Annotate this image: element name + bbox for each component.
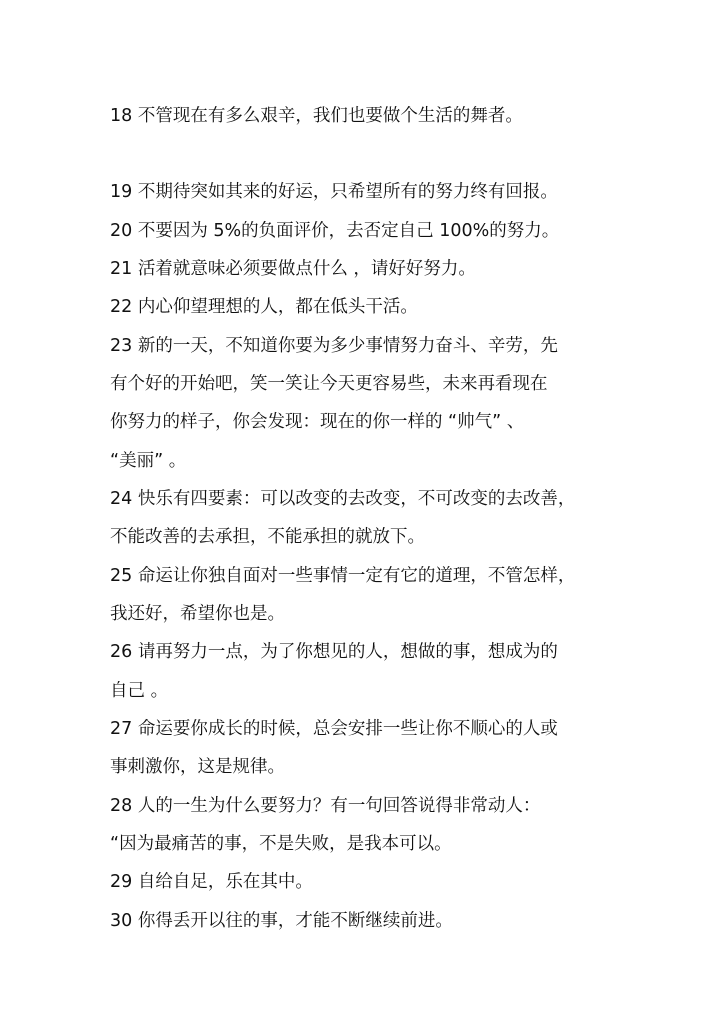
text-line-19: 19 不期待突如其来的好运，只希望所有的努力终有回报。 xyxy=(110,182,558,202)
text-line-26a: 26 请再努力一点，为了你想见的人，想做的事，想成为的 xyxy=(110,642,558,662)
text-line-25a: 25 命运让你独自面对一些事情一定有它的道理，不管怎样， xyxy=(110,566,576,586)
text-line-24a: 24 快乐有四要素：可以改变的去改变，不可改变的去改善， xyxy=(110,489,576,509)
text-line-30: 30 你得丢开以往的事，才能不断继续前进。 xyxy=(110,911,453,931)
text-line-18: 18 不管现在有多么艰辛，我们也要做个生活的舞者。 xyxy=(110,106,523,126)
text-line-28b: “因为最痛苦的事，不是失败，是我本可以。 xyxy=(110,834,452,854)
text-line-24b: 不能改善的去承担，不能承担的就放下。 xyxy=(110,527,425,547)
text-line-29: 29 自给自足，乐在其中。 xyxy=(110,872,313,892)
text-line-23a: 23 新的一天，不知道你要为多少事情努力奋斗、辛劳，先 xyxy=(110,336,558,356)
text-line-27a: 27 命运要你成长的时候，总会安排一些让你不顺心的人或 xyxy=(110,719,558,739)
text-line-23c: 你努力的样子，你会发现：现在的你一样的 “帅气” 、 xyxy=(110,412,525,432)
text-line-25b: 我还好，希望你也是。 xyxy=(110,604,285,624)
text-line-22: 22 内心仰望理想的人，都在低头干活。 xyxy=(110,297,418,317)
text-line-26b: 自己 。 xyxy=(110,681,169,701)
text-line-20: 20 不要因为 5%的负面评价，去否定自己 100%的努力。 xyxy=(110,221,560,241)
text-line-28a: 28 人的一生为什么要努力？有一句回答说得非常动人： xyxy=(110,796,541,816)
text-line-23d: “美丽” 。 xyxy=(110,451,187,471)
text-line-21: 21 活着就意味必须要做点什么 ，请好好努力。 xyxy=(110,259,476,279)
text-line-27b: 事刺激你，这是规律。 xyxy=(110,757,285,777)
text-line-23b: 有个好的开始吧，笑一笑让今天更容易些，未来再看现在 xyxy=(110,374,548,394)
